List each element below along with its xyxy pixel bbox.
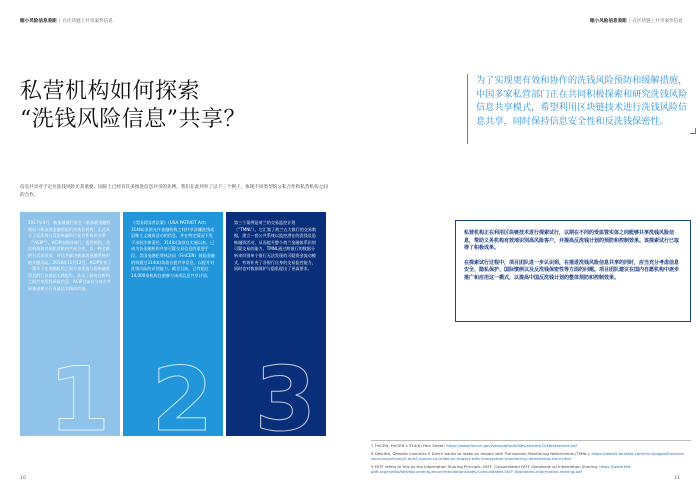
- pull-quote-text: 为了实现更有效和协作的洗钱风险预防和缓解措施，中国多家私营部门正在共同积极探索和研究洗钱风险信息共享模式，希望利用区块链技术进行洗钱风险信息共享，同时保持信息安全性和反洗钱保密性。: [476, 75, 688, 127]
- pull-quote-bar: [467, 74, 468, 144]
- footnote-8-link[interactable]: https://www2.deloitte.com/nl/nl/pages/financial-services/articles/5-dutch-banks-to-make-an-impact-with-transaction-monitoring-netherlands-tmnl.html: [371, 450, 686, 462]
- running-header-right: 缩小风险信息差距 | 在区块链上共享案件信息: [590, 19, 683, 24]
- pull-quote-corner: [690, 128, 696, 134]
- pull-quote: [476, 74, 690, 128]
- highlight-paragraph-1: 私营机构正在利用区块链技术进行探索试行，以期在不同的受监管实体之间能够共享洗钱风险信息，帮助义务机构有效地识别高风险客户，并提高反洗钱计划的预防和控制效果。该探索试行已取得了积极成果。: [464, 230, 680, 252]
- highlight-paragraph-2: 在探索试行过程中，项目团队进一步认识到，在推进洗钱风险信息共享的同时，应当充分考虑信息安全、隐私保护、国际惯例以及反洗钱保密性等方面的问题。项目团队建议在国内自愿机构中逐步推广和应用这一模式，以提高中国反洗钱计划的整体预防和控制效果。: [464, 259, 680, 281]
- running-header: 缩小风险信息差距 | 在区块链上共享案件信息: [20, 19, 113, 24]
- intro-paragraph: 信息共享对于定位洗钱风险尤其重要。国际上已经有许多推进信息共享的先例。我们在此列举了以下三个例子，体现不同类型的公私合作和私营机构之间的合作。: [20, 185, 328, 198]
- case-card-1-text: 2017年4月，新加坡银行协会（新加坡金融管理局与新加坡金融情报机构商业机构）正式成立了反洗钱与反恐怖融资行业合作伙伴关系（“ACIP”）。ACIP由政府部门、监管机构、执法机构和其他私营机构共同合作，以一种全新的方式来识别、评估并解决新加坡金融系统中的关键风险。2018年11月12日，ACIP发布了一篇关于在金融机构之间分享洗钱与恐怖融资信息的行业最佳实践报告，涉及了如何在机构之间共享洗钱风险信息、ACIP目前在与各方共同推进相关行业最佳实践的改进。: [28, 220, 112, 291]
- header-section: 缩小风险信息差距: [20, 19, 57, 24]
- page-number-left: 10: [20, 476, 26, 481]
- case-card-3-number: 3: [254, 348, 316, 436]
- header-chapter-right: 在区块链上共享案件信息: [632, 19, 683, 24]
- header-chapter: 在区块链上共享案件信息: [62, 19, 113, 24]
- highlight-box: [455, 220, 691, 322]
- case-card-1: [20, 212, 120, 436]
- footnote-8: [371, 451, 691, 462]
- page-number-right: 11: [674, 476, 680, 481]
- header-section-right: 缩小风险信息差距: [590, 19, 627, 24]
- case-card-2-text: 《美国爱国者法案》（USA PATRIOT Act）314(b)条款允许金融机构之间共享涉嫌洗钱或恐怖主义融资活动的信息，并在特定情况下免于承担法律责任。314(b)条款自实施以来，已成为各金融机构共享可疑交易信息的重要手段。美国金融犯罪执法局（FinCEN）鼓励金融机构通过314(b)条款自愿共享信息，以提升对洗钱风险的识别能力。截至目前，已有超过14,000家机构注册参与该项信息共享计划。: [131, 220, 215, 278]
- footnote-divider: [371, 440, 691, 441]
- case-card-2: [123, 212, 223, 436]
- case-card-2-number: 2: [151, 348, 213, 436]
- footnote-9-link[interactable]: https://www.fatf-gafi.org/media/fatf/documents/recommendations/pdfs/Consolidated-FATF-Standards-information-sharing.pdf: [371, 463, 632, 475]
- footnotes: [371, 440, 691, 477]
- case-card-1-number: 1: [48, 348, 110, 436]
- footnote-7: [371, 443, 691, 449]
- footnote-7-label: 7 FinCEN, FinCEN’s 314(b) Fact Sheet:: [371, 443, 445, 448]
- footnote-9: [371, 464, 691, 475]
- page-title: 私营机构如何探索 “洗钱风险信息”共享？: [20, 79, 246, 132]
- case-card-3: [226, 212, 326, 436]
- footnote-7-link[interactable]: https://www.fincen.gov/sites/default/files/shared/314bfactsheet.pdf: [446, 443, 577, 448]
- footnote-8-label: 8 Deloitte, Deloitte connects 5 Dutch banks to make an impact with Transaction Monitoring Netherlands (TMNL):: [371, 450, 591, 456]
- footnote-9-label: 9 FATF refers to this as the Information Sharing Principle. FATF, Consolidated FATF Standards on Information Sharing:: [371, 463, 599, 469]
- right-page: [350, 0, 700, 495]
- case-card-3-text: 第三个案例是荷兰的交易监控计划（“TMNL”）。它汇集了荷兰五大银行的交易数据，建立一套公共系统以监控潜在的洗钱及恐怖融资活动，从而提升整个荷兰金融体系识别可疑交易的能力。TMNL通过跨银行的数据分析来识别单个银行无法发现的可疑资金流动模式，有效补充了各银行自身的交易监控能力，同时也对数据保护与隐私提出了更高要求。: [234, 220, 317, 272]
